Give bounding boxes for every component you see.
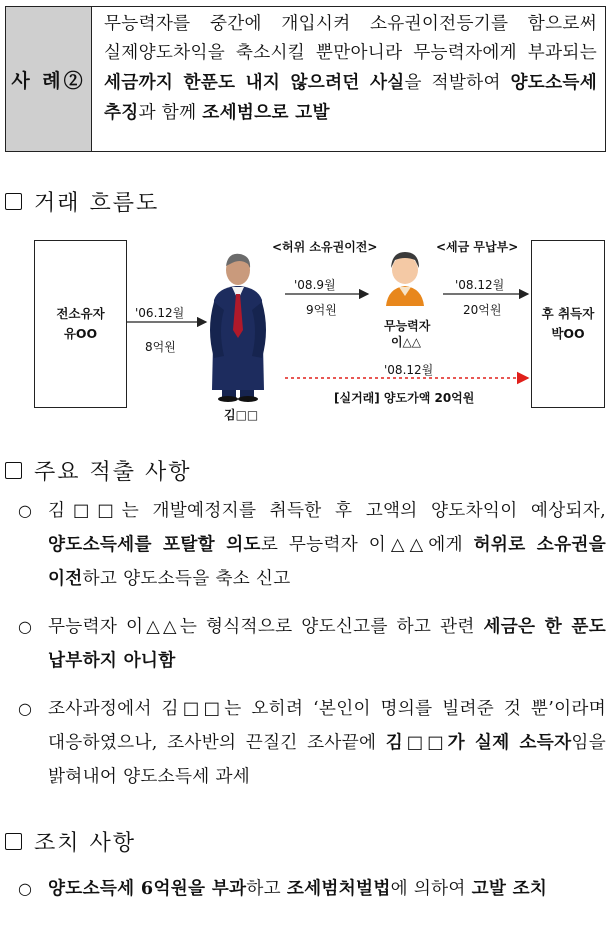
bullet-circle-icon: ○ bbox=[18, 501, 33, 520]
body-text: 김□□는 개발예정지를 취득한 후 고액의 양도차익이 예상되자, bbox=[48, 501, 606, 521]
seller-line2: 유OO bbox=[63, 326, 98, 341]
actions-list bbox=[18, 872, 606, 906]
action-item bbox=[18, 872, 606, 906]
emphasis-text: 양도소득세 6억원을 부과 bbox=[48, 878, 247, 899]
findings-section-title bbox=[5, 455, 192, 486]
bullet-circle-icon: ○ bbox=[18, 699, 33, 718]
body-text: 에 의하여 bbox=[390, 879, 472, 899]
edge2-date: '08.9월 bbox=[294, 278, 336, 292]
kim-name: 김□□ bbox=[224, 408, 259, 422]
emphasis-text: 김□□가 실제 소득자 bbox=[385, 732, 572, 753]
edge3-date: '08.12월 bbox=[455, 278, 505, 292]
finding-text bbox=[48, 699, 606, 787]
edge4-label: [실거래] 양도가액 20억원 bbox=[334, 391, 475, 405]
body-text: 하고 양도소득을 축소 신고 bbox=[82, 569, 291, 589]
body-text: 하고 bbox=[246, 879, 287, 899]
checkbox-square-icon bbox=[5, 833, 22, 850]
emphasis-text: 양도소득세를 포탈할 의도 bbox=[48, 534, 261, 555]
emphasis-text: 양도소득세 추징 bbox=[104, 72, 597, 123]
case-label: 사 례② bbox=[6, 7, 92, 151]
flow-section-title-text: 거래 흐름도 bbox=[34, 191, 160, 216]
transaction-flow-diagram bbox=[0, 230, 611, 430]
body-text: 을 적발하여 bbox=[404, 73, 511, 93]
action-section-title bbox=[5, 826, 136, 857]
buyer-line1: 후 취득자 bbox=[541, 306, 595, 321]
action-section-title-text: 조치 사항 bbox=[34, 831, 137, 856]
edge2-amount: 9억원 bbox=[306, 303, 337, 317]
emphasis-text: 고발 조치 bbox=[471, 878, 548, 899]
flow-section-title bbox=[5, 186, 159, 217]
finding-item bbox=[18, 494, 606, 596]
person-figure-icon bbox=[386, 252, 424, 306]
edge1-date: '06.12월 bbox=[135, 306, 185, 320]
findings-section-title-text: 주요 적출 사항 bbox=[34, 460, 192, 485]
finding-text bbox=[48, 501, 606, 589]
emphasis-text: 조세범으로 고발 bbox=[202, 102, 330, 123]
finding-item bbox=[18, 692, 606, 794]
seller-box bbox=[34, 240, 127, 408]
buyer-line2: 박OO bbox=[551, 326, 585, 341]
case-description bbox=[92, 7, 605, 151]
body-text: 무능력자를 중간에 개입시켜 소유권이전등기를 함으로써 실제양도차익을 축소시킬 뿐만아니라 무능력자에게 부과되는 bbox=[104, 14, 597, 63]
businessman-figure-icon bbox=[210, 254, 266, 402]
emphasis-text: 세금은 한 푼도 납부하지 아니함 bbox=[48, 616, 606, 671]
lee-line2: 이△△ bbox=[390, 335, 422, 349]
body-text: 조사과정에서 김□□는 오히려 ‘본인이 명의를 빌려준 것 뿐’이라며 대응하였으나, 조사반의 끈질긴 조사끝에 bbox=[48, 699, 606, 753]
checkbox-square-icon bbox=[5, 193, 22, 210]
checkbox-square-icon bbox=[5, 462, 22, 479]
findings-list bbox=[18, 494, 606, 794]
emphasis-text: 허위로 소유권을 이전 bbox=[48, 534, 606, 589]
body-text: 과 함께 bbox=[138, 103, 203, 123]
bullet-circle-icon: ○ bbox=[18, 879, 33, 898]
action-text bbox=[48, 879, 547, 899]
emphasis-text: 세금까지 한푼도 내지 않으려던 사실 bbox=[104, 72, 405, 93]
edge4-date: '08.12월 bbox=[384, 363, 434, 377]
body-text: 무능력자 이△△는 형식적으로 양도신고를 하고 관련 bbox=[48, 617, 484, 637]
finding-item bbox=[18, 610, 606, 678]
edge1-amount: 8억원 bbox=[145, 340, 176, 354]
case-box bbox=[5, 6, 606, 152]
emphasis-text: 조세범처벌법 bbox=[286, 878, 391, 899]
seller-line1: 전소유자 bbox=[56, 306, 105, 321]
edge3-amount: 20억원 bbox=[463, 303, 502, 317]
edge2-header: <허위 소유권이전> bbox=[272, 240, 378, 254]
edge3-header: <세금 무납부> bbox=[436, 240, 519, 254]
lee-line1: 무능력자 bbox=[384, 319, 431, 333]
finding-text bbox=[48, 617, 606, 671]
buyer-box bbox=[531, 240, 605, 408]
body-text: 임을 밝혀내어 양도소득세 과세 bbox=[48, 733, 606, 787]
bullet-circle-icon: ○ bbox=[18, 617, 33, 636]
body-text: 로 무능력자 이△△에게 bbox=[260, 535, 474, 555]
